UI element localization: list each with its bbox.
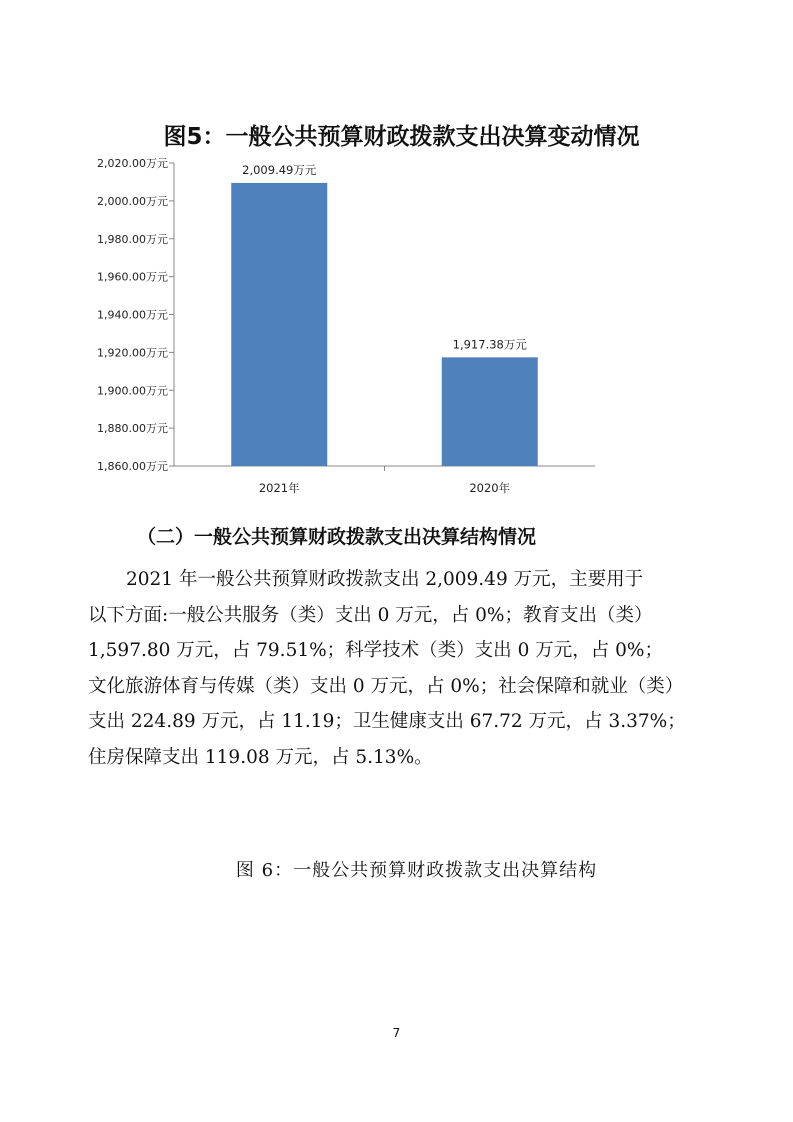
- paragraph-line: 以下方面:一般公共服务（类）支出 0 万元，占 0%；教育支出（类）: [88, 604, 653, 626]
- page-number: 7: [392, 1026, 401, 1040]
- paragraph-line: 住房保障支出 119.08 万元，占 5.13%。: [88, 746, 433, 768]
- paragraph-line: 2021 年一般公共预算财政拨款支出 2,009.49 万元，主要用于: [126, 569, 644, 590]
- body-paragraph: [88, 562, 718, 775]
- y-tick-label: 1,920.00万元: [97, 346, 168, 360]
- y-tick-label: 1,960.00万元: [97, 270, 168, 284]
- bar: [442, 357, 538, 466]
- paragraph-line: 文化旅游体育与传媒（类）支出 0 万元，占 0%；社会保障和就业（类）: [88, 675, 684, 697]
- paragraph-line: 1,597.80 万元，占 79.51%；科学技术（类）支出 0 万元，占 0%；: [88, 640, 663, 661]
- data-label: 2,009.49万元: [242, 162, 317, 177]
- y-tick-label: 1,860.00万元: [97, 460, 168, 473]
- y-tick-label: 1,900.00万元: [97, 384, 168, 398]
- y-tick-label: 1,880.00万元: [97, 422, 168, 436]
- y-tick-label: 2,000.00万元: [97, 194, 168, 208]
- figure-caption: 图 6：一般公共预算财政拨款支出决算结构: [235, 860, 598, 881]
- y-tick-label: 1,940.00万元: [97, 308, 168, 322]
- y-tick-label: 2,020.00万元: [97, 157, 168, 170]
- x-tick-label: 2021年: [258, 481, 300, 495]
- paragraph-line: 支出 224.89 万元，占 11.19；卫生健康支出 67.72 万元，占 3.37%；: [88, 711, 686, 732]
- bar: [231, 183, 327, 466]
- data-label: 1,917.38万元: [452, 337, 527, 352]
- chart-title: 图5：一般公共预算财政拨款支出决算变动情况: [163, 124, 640, 150]
- x-tick-label: 2020年: [469, 481, 511, 495]
- section-heading: （二）一般公共预算财政拨款支出决算结构情况: [137, 526, 537, 548]
- bar-chart: [0, 150, 793, 510]
- y-tick-label: 1,980.00万元: [97, 232, 168, 246]
